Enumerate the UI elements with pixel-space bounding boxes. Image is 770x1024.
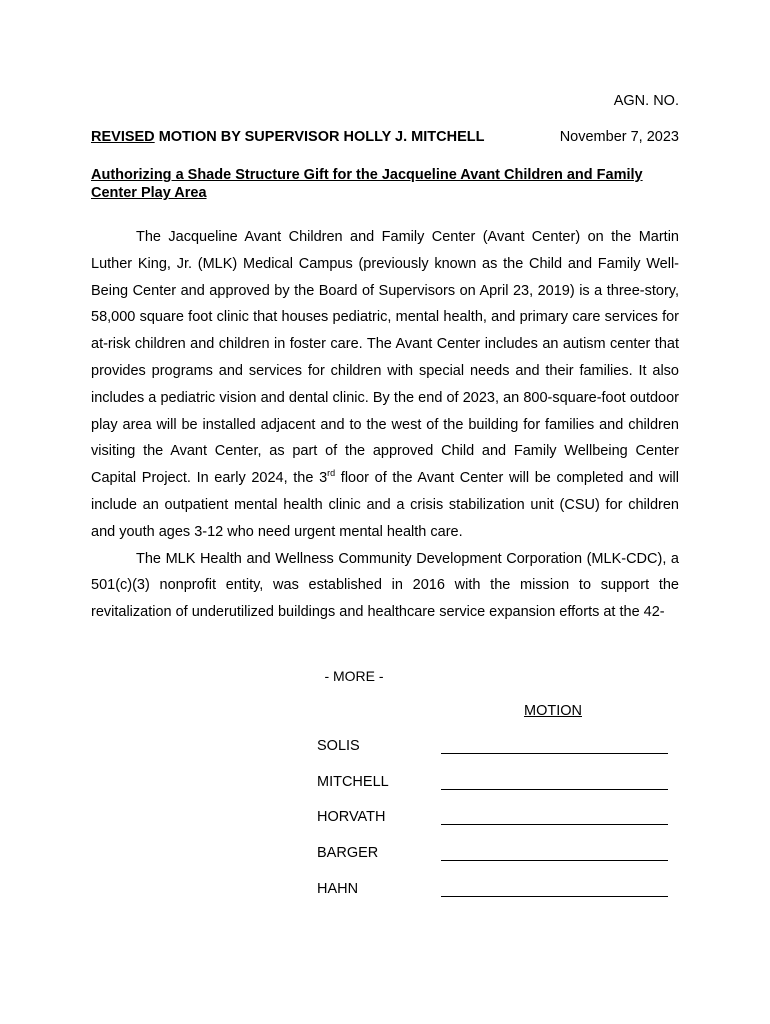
paragraph-1-part-1: The Jacqueline Avant Children and Family Center (Avant Center) on the Martin Luther King, Jr. (MLK) Medical Campus (previously known as the Child and Family Well-Being Center and approved by the Board of Supervisors on April 23, 2019) is a three-story, 58,000 square foot clinic that houses pediatric, mental health, and primary care services for at-risk children and children in foster care. The Avant Center includes an autism center that provides programs and services for children with special needs and their families. It also includes a pediatric vision and dental clinic. By the end of 2023, an 800-square-foot outdoor play area will be installed adjacent and to the west of the building for families and children visiting the Avant Center, as part of the approved Child and Family Wellbeing Center Capital Project. In early 2024, the 3 (91, 229, 679, 487)
supervisor-name: MITCHELL (317, 773, 389, 790)
signature-line (441, 824, 668, 825)
motion-by-line (91, 129, 484, 145)
motion-header (91, 129, 679, 149)
signature-line (441, 896, 668, 897)
supervisor-name: SOLIS (317, 738, 360, 754)
vote-row (317, 881, 669, 917)
signature-line (441, 860, 668, 861)
document-body (91, 224, 679, 626)
document-title: Authorizing a Shade Structure Gift for the Jacqueline Avant Children and Family Center Play Area (91, 167, 643, 201)
vote-row (317, 809, 669, 845)
more-indicator: - MORE - (324, 668, 384, 684)
supervisor-name: HAHN (317, 880, 359, 897)
vote-row (317, 774, 669, 810)
paragraph-2: The MLK Health and Wellness Community Development Corporation (MLK-CDC), a 501(c)(3) nonprofit entity, was established in 2016 with the mission to support the revitalization of underutilized buildings and healthcare service expansion efforts at the 42- (91, 550, 679, 621)
supervisor-name: HORVATH (317, 809, 386, 826)
vote-row (317, 738, 669, 774)
supervisor-name: BARGER (317, 845, 379, 862)
revised-label: REVISED (91, 129, 155, 145)
agenda-number-label: AGN. NO. (613, 93, 679, 109)
vote-list (317, 738, 669, 916)
motion-date: November 7, 2023 (559, 129, 679, 145)
vote-row (317, 845, 669, 881)
motion-vote-heading: MOTION (524, 703, 582, 719)
signature-line (441, 789, 668, 790)
paragraph-1-part-2: floor of the Avant Center will be completed and will include an outpatient mental health clinic and a crisis stabilization unit (CSU) for children and youth ages 3-12 who need urgent mental health care. (91, 470, 679, 540)
motion-by-text: MOTION BY SUPERVISOR HOLLY J. MITCHELL (154, 129, 485, 145)
signature-line (441, 753, 668, 754)
ordinal-superscript: rd (327, 468, 336, 479)
paragraph-1 (91, 224, 679, 546)
